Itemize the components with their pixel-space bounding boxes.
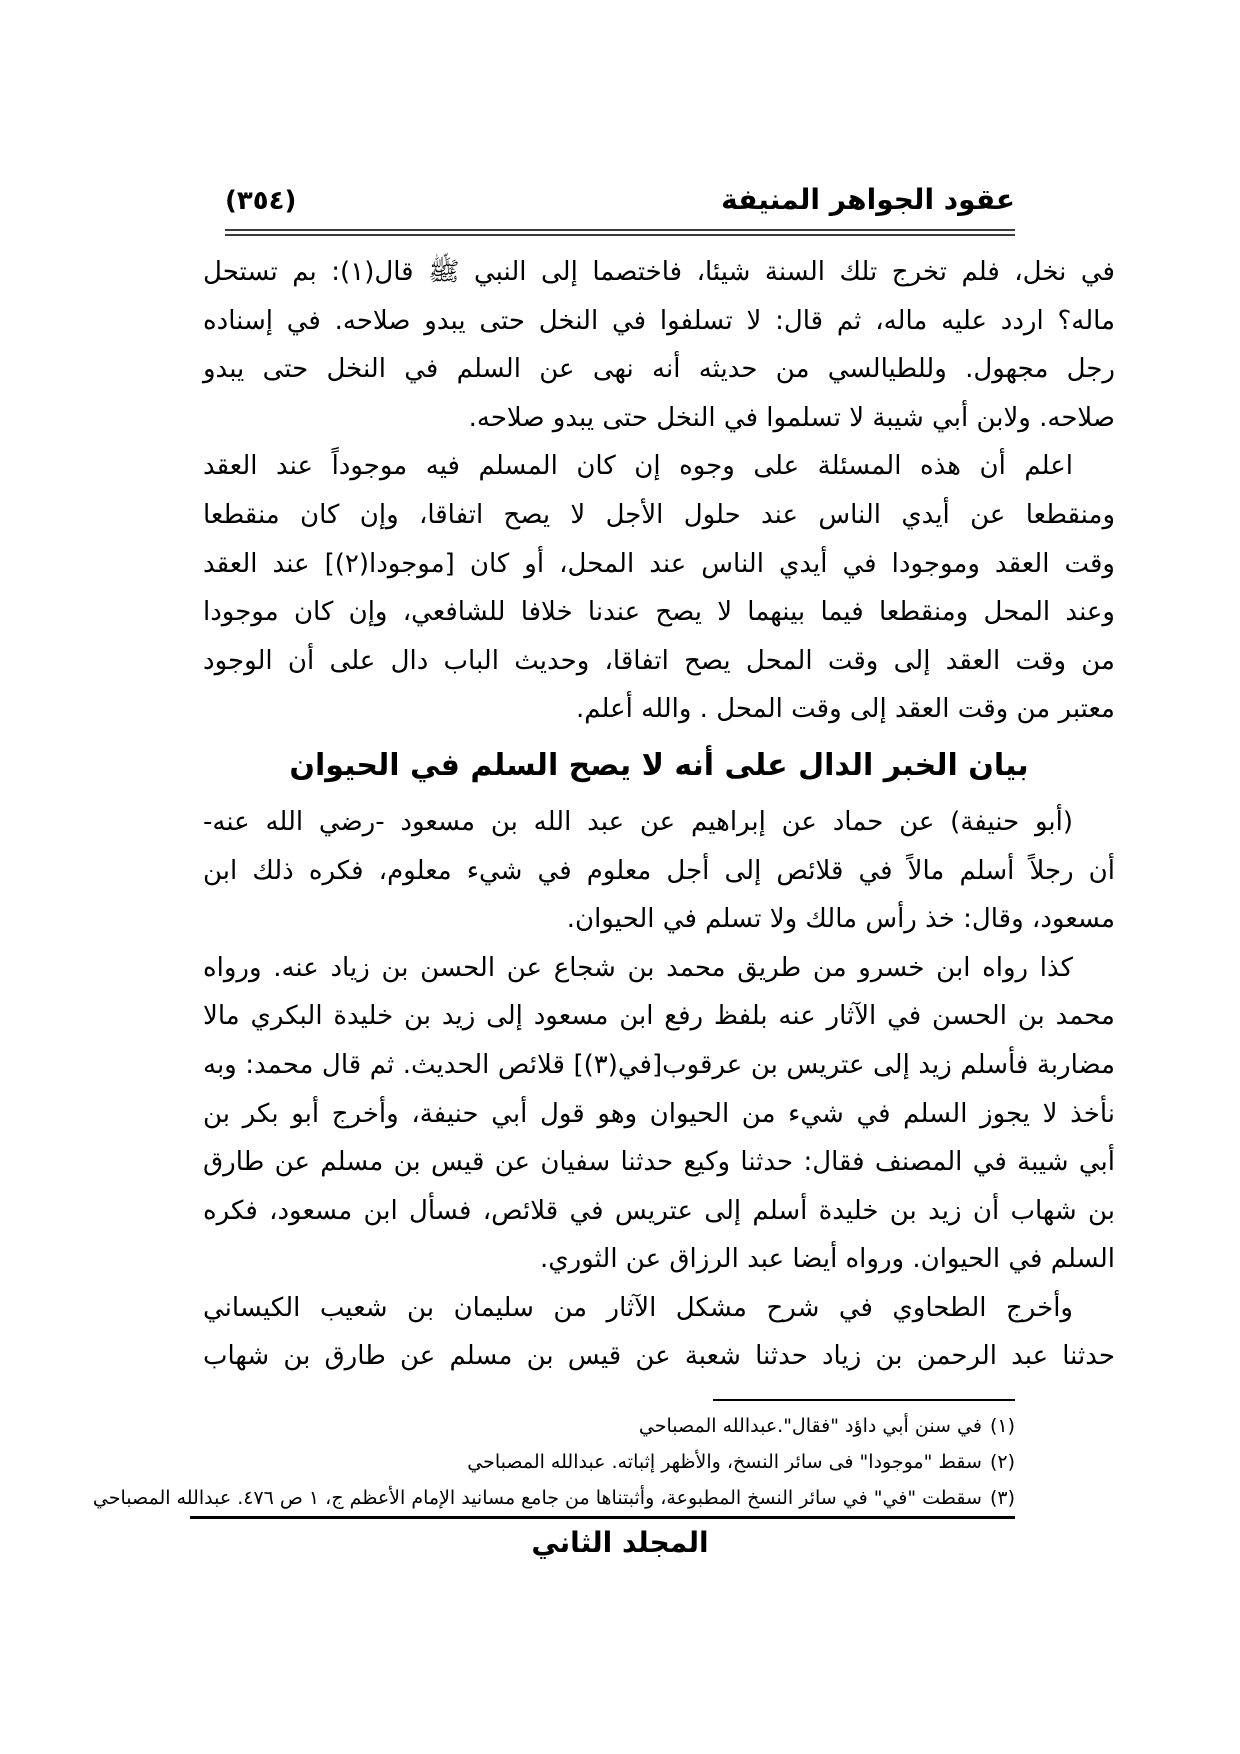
footnote-marker: (٢): [989, 1451, 1015, 1473]
body-line: كذا رواه ابن خسرو من طريق محمد بن شجاع عن الحسن بن زياد عنه. ورواه: [203, 952, 1073, 983]
footnotes: [92, 1408, 1015, 1516]
body-line: أبي شيبة في المصنف فقال: حدثنا وكيع حدثنا سفيان عن قيس بن مسلم عن طارق: [203, 1147, 1115, 1178]
book-title: عقود الجواهر المنيفة: [721, 183, 1015, 216]
section-heading: بيان الخبر الدال على أنه لا يصح السلم في الحيوان: [289, 747, 1029, 783]
footnotes-bottom-rule: [190, 1516, 1015, 1519]
body-line: صلاحه. ولابن أبي شيبة لا تسلموا في النخل حتى يبدو صلاحه.: [468, 402, 1115, 433]
body-line: نأخذ لا يجوز السلم في شيء من الحيوان وهو قول أبي حنيفة، وأخرج أبو بكر بن: [203, 1098, 1115, 1129]
footnote: [190, 1444, 1015, 1480]
volume-footer: المجلد الثاني: [531, 1526, 709, 1559]
body-line: ماله؟ اردد عليه ماله، ثم قال: لا تسلفوا في النخل حتى يبدو صلاحه. في إسناده: [203, 305, 1115, 336]
body-line: محمد بن الحسن في الآثار عنه بلفظ رفع ابن مسعود إلى زيد بن خليدة البكري مالا: [203, 1001, 1115, 1032]
body-line: ومنقطعا عن أيدي الناس عند حلول الأجل لا يصح اتفاقا، وإن كان منقطعا: [203, 499, 1115, 530]
body-line: وعند المحل ومنقطعا فيما بينهما لا يصح عندنا خلافا للشافعي، وإن كان موجودا: [203, 597, 1115, 628]
body-line: وأخرج الطحاوي في شرح مشكل الآثار من سليمان بن شعيب الكيساني: [203, 1292, 1073, 1323]
footnote-separator: [713, 1399, 1015, 1401]
body-line: السلم في الحيوان. ورواه أيضا عبد الرزاق عن الثوري.: [539, 1244, 1115, 1275]
body-line: اعلم أن هذه المسئلة على وجوه إن كان المسلم فيه موجوداً عند العقد: [203, 451, 1073, 482]
body-line: بن شهاب أن زيد بن خليدة أسلم إلى عتريس في قلائص، فسأل ابن مسعود، فكره: [203, 1195, 1115, 1226]
footnote-text: سقطت "في" في سائر النسخ المطبوعة، وأثبتناها من جامع مسانيد الإمام الأعظم ج، ١ ص ٤٧٦. عبدالله المصباحي: [92, 1487, 982, 1509]
body-line: أن رجلاً أسلم مالاً في قلائص إلى أجل معلوم في شيء معلوم، فكره ذلك ابن: [203, 855, 1115, 886]
footnote-text: سقط "موجودا" فى سائر النسخ، والأظهر إثباته. عبدالله المصباحي: [467, 1451, 982, 1473]
footnote-text: في سنن أبي داؤد "فقال".عبدالله المصباحي: [638, 1415, 982, 1437]
body-line: رجل مجهول. وللطيالسي من حديثه أنه نهى عن السلم في النخل حتى يبدو: [203, 354, 1115, 385]
body-line: حدثنا عبد الرحمن بن زياد حدثنا شعبة عن قيس بن مسلم عن طارق بن شهاب: [203, 1341, 1115, 1372]
footnote-marker: (١): [989, 1415, 1015, 1437]
footnote-marker: (٣): [989, 1487, 1015, 1509]
page-number: (٣٥٤): [225, 186, 297, 216]
body-line: (أبو حنيفة) عن حماد عن إبراهيم عن عبد الله بن مسعود -رضي الله عنه-: [203, 806, 1073, 837]
footnote: [190, 1408, 1015, 1444]
header-double-rule: [225, 229, 1015, 236]
body-line: في نخل، فلم تخرج تلك السنة شيئا، فاختصما إلى النبي ﷺ قال(١): بم تستحل: [203, 257, 1115, 287]
page-header: [225, 183, 1015, 236]
body-line: من وقت العقد إلى وقت المحل يصح اتفاقا، وحديث الباب دال على أن الوجود: [203, 645, 1115, 676]
footnote: [92, 1480, 1015, 1516]
body-text: [203, 248, 1115, 1381]
body-line: مسعود، وقال: خذ رأس مالك ولا تسلم في الحيوان.: [566, 904, 1115, 935]
body-line: معتبر من وقت العقد إلى وقت المحل . والله أعلم.: [575, 694, 1115, 725]
body-line: وقت العقد وموجودا في أيدي الناس عند المحل، أو كان [موجودا(٢)] عند العقد: [203, 548, 1115, 579]
body-line: مضاربة فأسلم زيد إلى عتريس بن عرقوب[في(٣)] قلائص الحديث. ثم قال محمد: وبه: [203, 1049, 1115, 1080]
header-row: [225, 183, 1015, 227]
